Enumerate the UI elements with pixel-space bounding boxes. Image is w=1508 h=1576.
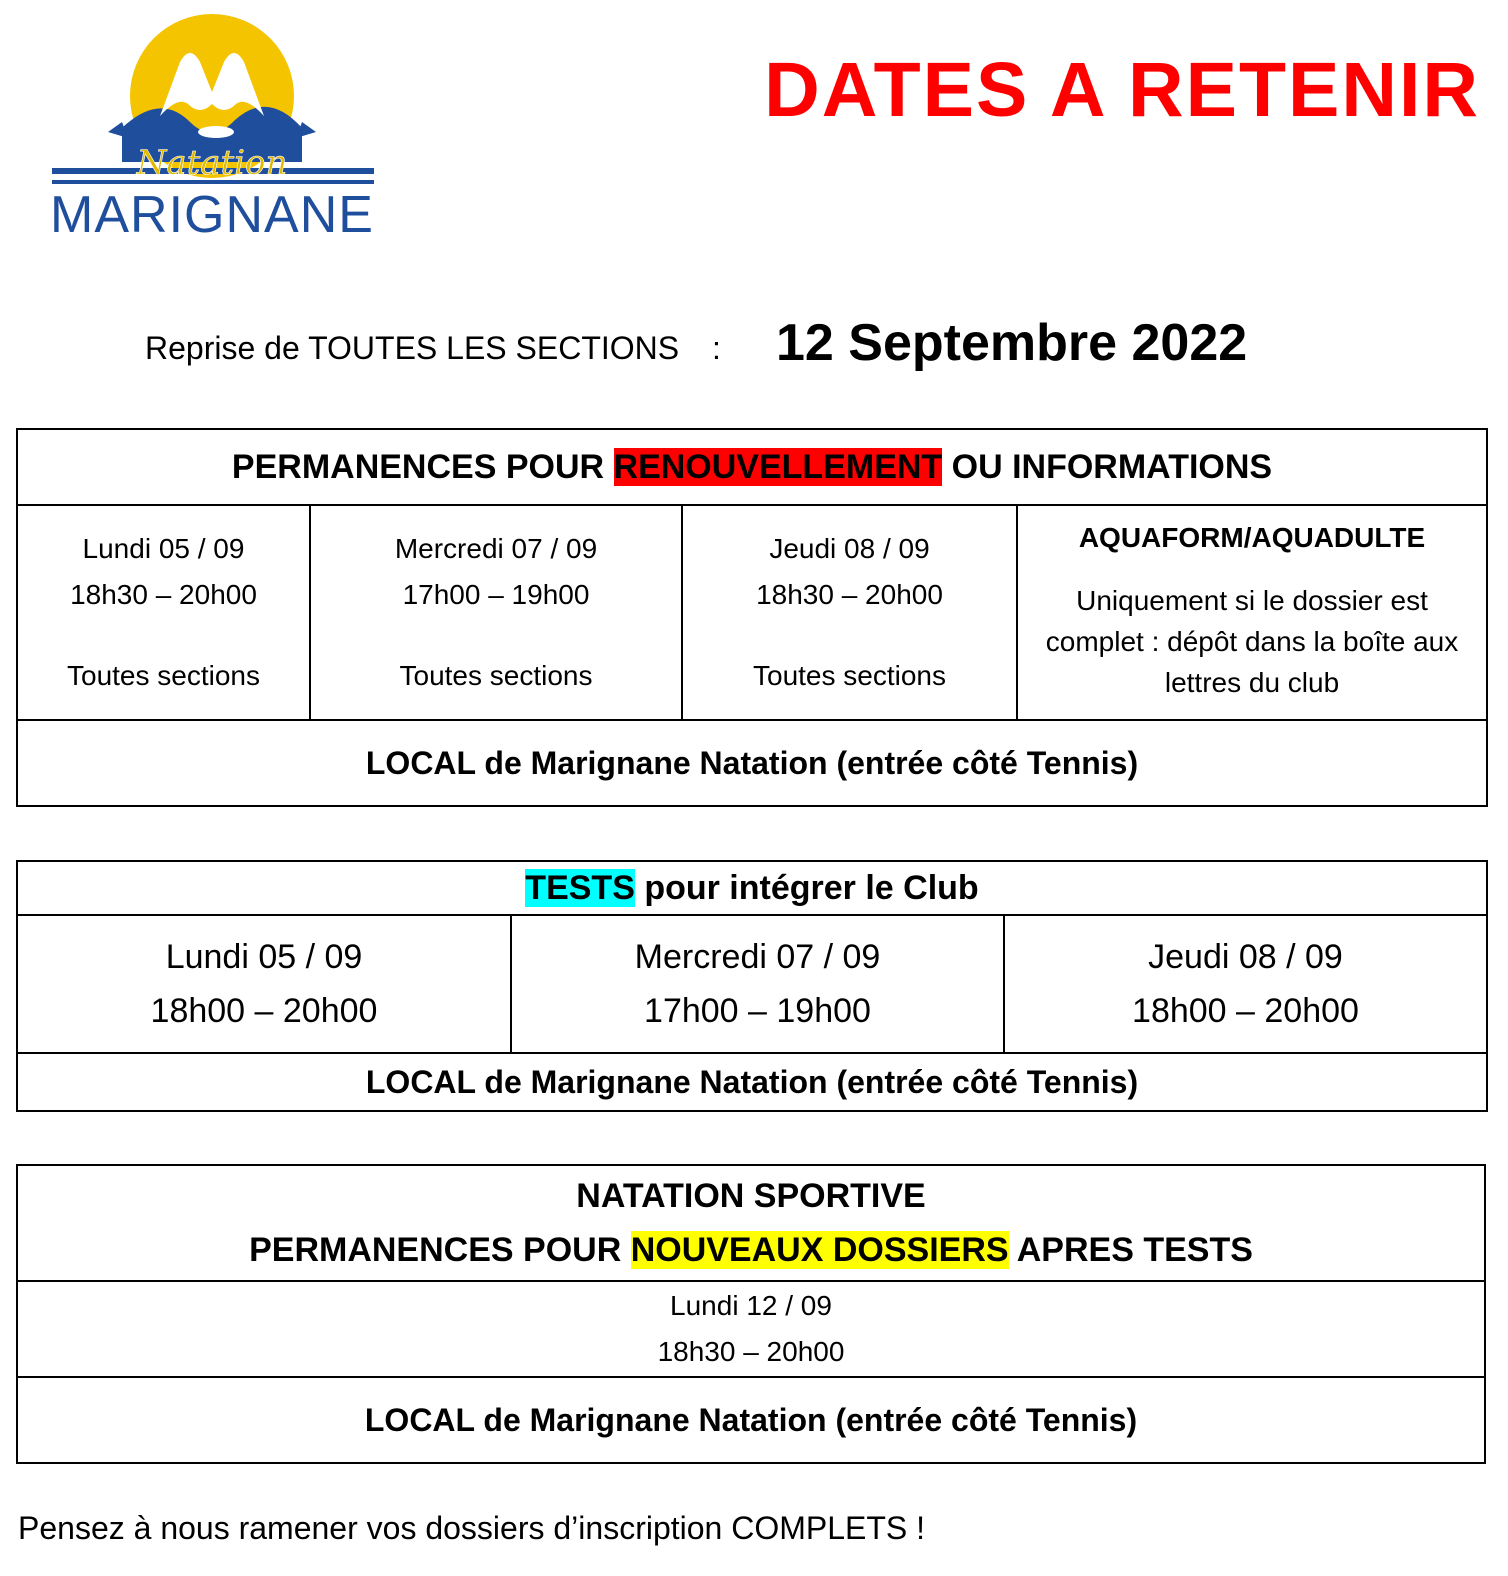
sportive-title-pre: PERMANENCES POUR xyxy=(249,1231,631,1269)
tests-day-cell xyxy=(17,915,511,1053)
sections-label: Toutes sections xyxy=(399,660,593,691)
day-label: Lundi 05 / 09 xyxy=(165,938,363,976)
day-label: Jeudi 08 / 09 xyxy=(769,533,930,564)
day-label: Jeudi 08 / 09 xyxy=(1148,938,1343,976)
time-label: 18h30 – 20h00 xyxy=(756,579,943,610)
time-label: 18h00 – 20h00 xyxy=(1132,992,1359,1030)
day-label: Mercredi 07 / 09 xyxy=(394,533,598,564)
sportive-title-line1: NATATION SPORTIVE xyxy=(576,1177,926,1215)
sportive-title-highlight: NOUVEAUX DOSSIERS xyxy=(630,1231,1009,1269)
reprise-date: 12 Septembre 2022 xyxy=(776,314,1248,372)
renouvellement-location: LOCAL de Marignane Natation (entrée côté Tennis) xyxy=(17,720,1487,806)
logo-marignane-text: MARIGNANE xyxy=(50,186,374,244)
tests-title-post: pour intégrer le Club xyxy=(634,868,979,907)
reprise-colon: : xyxy=(712,330,721,366)
sportive-title-post: APRES TESTS xyxy=(1008,1231,1253,1269)
renouvellement-title-pre: PERMANENCES POUR xyxy=(231,447,614,486)
renouvellement-title-post: OU INFORMATIONS xyxy=(942,447,1273,486)
time-label: 18h30 – 20h00 xyxy=(70,579,257,610)
tests-header xyxy=(17,861,1487,915)
renouvellement-day-cell xyxy=(682,505,1017,720)
time-label: 17h00 – 19h00 xyxy=(644,992,871,1030)
aquaform-cell xyxy=(1017,505,1487,720)
renouvellement-table xyxy=(16,428,1488,807)
day-label: Mercredi 07 / 09 xyxy=(634,938,881,976)
sportive-day-cell xyxy=(17,1281,1485,1377)
renouvellement-day-cell xyxy=(17,505,310,720)
aquaform-title: AQUAFORM/AQUADULTE xyxy=(1078,522,1426,553)
sections-label: Toutes sections xyxy=(753,660,946,691)
main-title: DATES A RETENIR xyxy=(764,47,1480,133)
tests-table xyxy=(16,860,1488,1112)
tests-day-cell xyxy=(1004,915,1487,1053)
sportive-header xyxy=(17,1165,1485,1281)
tests-day-cell xyxy=(511,915,1004,1053)
sportive-table xyxy=(16,1164,1486,1464)
logo-natation-text: Natation xyxy=(136,143,288,183)
time-label: 18h30 – 20h00 xyxy=(657,1336,845,1367)
club-logo xyxy=(40,4,385,244)
footer-note: Pensez à nous ramener vos dossiers d’inscription COMPLETS ! xyxy=(18,1510,926,1546)
renouvellement-title-highlight: RENOUVELLEMENT xyxy=(613,447,943,486)
aquaform-text: Uniquement si le dossier est complet : dépôt dans la boîte aux lettres du club xyxy=(1045,585,1459,698)
reprise-label: Reprise de TOUTES LES SECTIONS xyxy=(145,330,680,366)
time-label: 18h00 – 20h00 xyxy=(150,992,378,1030)
day-label: Lundi 12 / 09 xyxy=(670,1290,832,1321)
renouvellement-day-cell xyxy=(310,505,682,720)
sportive-title-line2 xyxy=(18,1223,1484,1277)
renouvellement-header xyxy=(17,429,1487,505)
tests-title-highlight: TESTS xyxy=(525,868,635,907)
time-label: 17h00 – 19h00 xyxy=(402,579,590,610)
sportive-location: LOCAL de Marignane Natation (entrée côté Tennis) xyxy=(17,1377,1485,1463)
sections-label: Toutes sections xyxy=(67,660,260,691)
tests-location: LOCAL de Marignane Natation (entrée côté Tennis) xyxy=(17,1053,1487,1111)
day-label: Lundi 05 / 09 xyxy=(82,533,245,564)
